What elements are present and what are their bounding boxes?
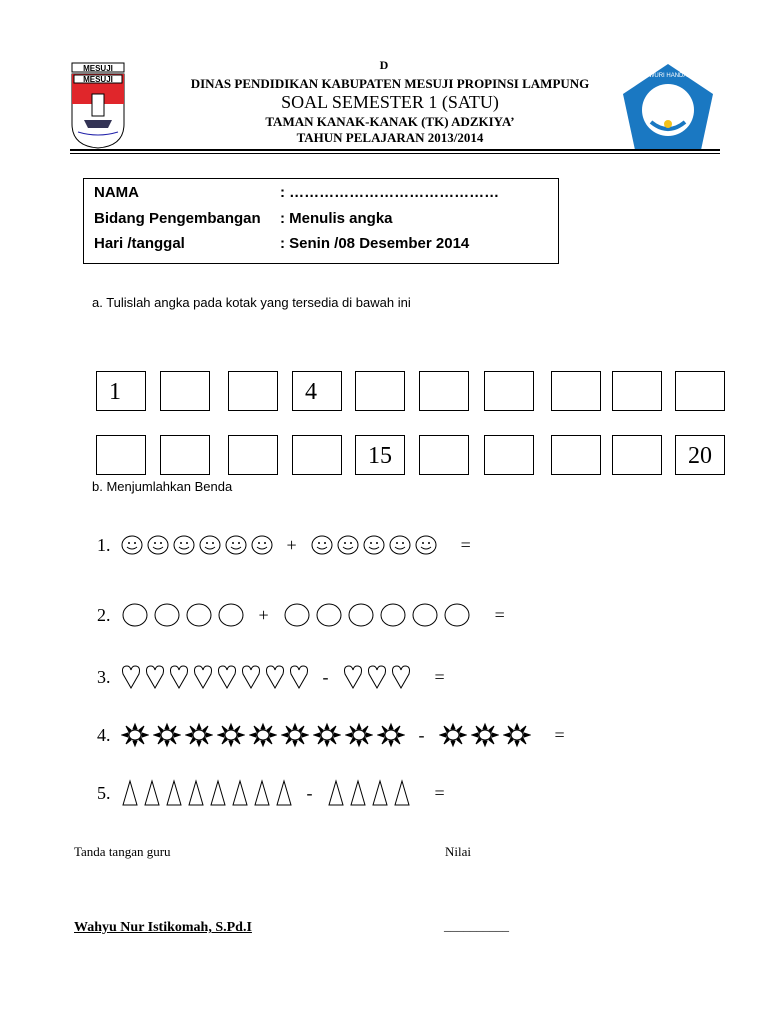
header-year: TAHUN PELAJARAN 2013/2014 <box>296 130 484 145</box>
equals-sign: = <box>494 604 505 625</box>
number-box[interactable]: 20 <box>675 435 725 475</box>
problem-1 <box>97 530 515 560</box>
operator: - <box>418 724 425 745</box>
number-box[interactable] <box>612 435 662 475</box>
section-a-instruction: a. Tulislah angka pada kotak yang tersedia di bawah ini <box>92 295 411 310</box>
problem-number: 2. <box>97 604 111 625</box>
sun-icon <box>471 722 499 748</box>
number-box[interactable] <box>96 435 146 475</box>
sun-icon <box>345 722 373 748</box>
number-box[interactable] <box>419 435 469 475</box>
problem-2 <box>97 600 549 630</box>
smiley-icon <box>311 534 333 556</box>
header-institution: DINAS PENDIDIKAN KABUPATEN MESUJI PROPINSI LAMPUNG <box>190 76 590 91</box>
number-box[interactable] <box>612 371 662 411</box>
equals-sign: = <box>460 534 471 555</box>
triangle-icon <box>327 779 345 807</box>
operator: + <box>286 534 297 555</box>
heart-icon <box>265 664 285 690</box>
heart-icon <box>217 664 237 690</box>
problem-number: 1. <box>97 534 111 555</box>
problem-5 <box>97 778 489 808</box>
number-box[interactable] <box>551 435 601 475</box>
triangle-icon <box>143 779 161 807</box>
sun-icon <box>217 722 245 748</box>
sun-icon <box>153 722 181 748</box>
problem-3 <box>97 662 489 692</box>
circle-icon <box>379 602 407 628</box>
triangle-icon <box>275 779 293 807</box>
circle-icon <box>121 602 149 628</box>
circle-icon <box>315 602 343 628</box>
score-blank[interactable]: __________ <box>444 918 509 933</box>
operator: - <box>306 782 313 803</box>
name-field[interactable]: : …………………………………… <box>280 184 500 201</box>
operator: + <box>258 604 269 625</box>
problem-number: 5. <box>97 782 111 803</box>
teacher-name: Wahyu Nur Istikomah, S.Pd.I <box>74 920 252 935</box>
svg-text:MESUJI: MESUJI <box>83 64 113 73</box>
number-box[interactable] <box>551 371 601 411</box>
heart-icon <box>241 664 261 690</box>
info-label: Hari /tanggal <box>94 235 185 252</box>
triangle-icon <box>371 779 389 807</box>
sun-icon <box>249 722 277 748</box>
smiley-icon <box>199 534 221 556</box>
heart-icon <box>193 664 213 690</box>
problem-number: 3. <box>97 666 111 687</box>
circle-icon <box>283 602 311 628</box>
problem-4 <box>97 720 609 750</box>
number-box[interactable] <box>675 371 725 411</box>
triangle-icon <box>349 779 367 807</box>
heart-icon <box>367 664 387 690</box>
signature-label: Tanda tangan guru <box>74 844 171 859</box>
circle-icon <box>153 602 181 628</box>
equals-sign: = <box>434 666 445 687</box>
info-value: : Menulis angka <box>280 210 393 227</box>
heart-icon <box>121 664 141 690</box>
header-school: TAMAN KANAK-KANAK (TK) ADZKIYA’ <box>265 114 515 129</box>
header-divider <box>70 149 720 151</box>
header-divider-thin <box>70 153 720 154</box>
equals-sign: = <box>554 724 565 745</box>
svg-text:TUT WURI HANDAYANI: TUT WURI HANDAYANI <box>635 73 701 79</box>
circle-icon <box>443 602 471 628</box>
sun-icon <box>439 722 467 748</box>
triangle-icon <box>253 779 271 807</box>
smiley-icon <box>415 534 437 556</box>
student-info-box <box>83 178 559 264</box>
score-label: Nilai <box>445 844 471 859</box>
circle-icon <box>217 602 245 628</box>
triangle-icon <box>209 779 227 807</box>
triangle-icon <box>121 779 139 807</box>
number-box[interactable]: 15 <box>355 435 405 475</box>
operator: - <box>322 666 329 687</box>
number-box[interactable] <box>160 435 210 475</box>
info-value: : Senin /08 Desember 2014 <box>280 235 470 252</box>
problem-number: 4. <box>97 724 111 745</box>
smiley-icon <box>337 534 359 556</box>
section-b-instruction: b. Menjumlahkan Benda <box>92 479 233 494</box>
number-box[interactable]: 4 <box>292 371 342 411</box>
smiley-icon <box>251 534 273 556</box>
answer-space[interactable] <box>475 533 515 557</box>
circle-icon <box>347 602 375 628</box>
smiley-icon <box>121 534 143 556</box>
sun-icon <box>281 722 309 748</box>
header-letter: D <box>379 58 389 72</box>
smiley-icon <box>389 534 411 556</box>
heart-icon <box>169 664 189 690</box>
circle-icon <box>185 602 213 628</box>
number-box[interactable] <box>160 371 210 411</box>
sun-icon <box>313 722 341 748</box>
answer-space[interactable] <box>569 723 609 747</box>
heart-icon <box>343 664 363 690</box>
number-box[interactable] <box>419 371 469 411</box>
triangle-icon <box>187 779 205 807</box>
number-box[interactable]: 1 <box>96 371 146 411</box>
triangle-icon <box>231 779 249 807</box>
heart-icon <box>145 664 165 690</box>
equals-sign: = <box>434 782 445 803</box>
number-box[interactable] <box>484 371 534 411</box>
sun-icon <box>503 722 531 748</box>
info-label: NAMA <box>94 184 139 201</box>
info-label: Bidang Pengembangan <box>94 210 261 227</box>
sun-icon <box>377 722 405 748</box>
triangle-icon <box>165 779 183 807</box>
header-title: SOAL SEMESTER 1 (SATU) <box>281 92 499 112</box>
heart-icon <box>289 664 309 690</box>
triangle-icon <box>393 779 411 807</box>
smiley-icon <box>363 534 385 556</box>
number-box[interactable] <box>228 371 278 411</box>
answer-space[interactable] <box>449 665 489 689</box>
heart-icon <box>391 664 411 690</box>
number-box[interactable] <box>228 435 278 475</box>
smiley-icon <box>173 534 195 556</box>
smiley-icon <box>147 534 169 556</box>
smiley-icon <box>225 534 247 556</box>
number-box[interactable] <box>292 435 342 475</box>
sun-icon <box>185 722 213 748</box>
number-box[interactable] <box>355 371 405 411</box>
sun-icon <box>121 722 149 748</box>
circle-icon <box>411 602 439 628</box>
number-box[interactable] <box>484 435 534 475</box>
answer-space[interactable] <box>449 781 489 805</box>
answer-space[interactable] <box>509 603 549 627</box>
svg-text:MESUJI: MESUJI <box>83 75 113 84</box>
